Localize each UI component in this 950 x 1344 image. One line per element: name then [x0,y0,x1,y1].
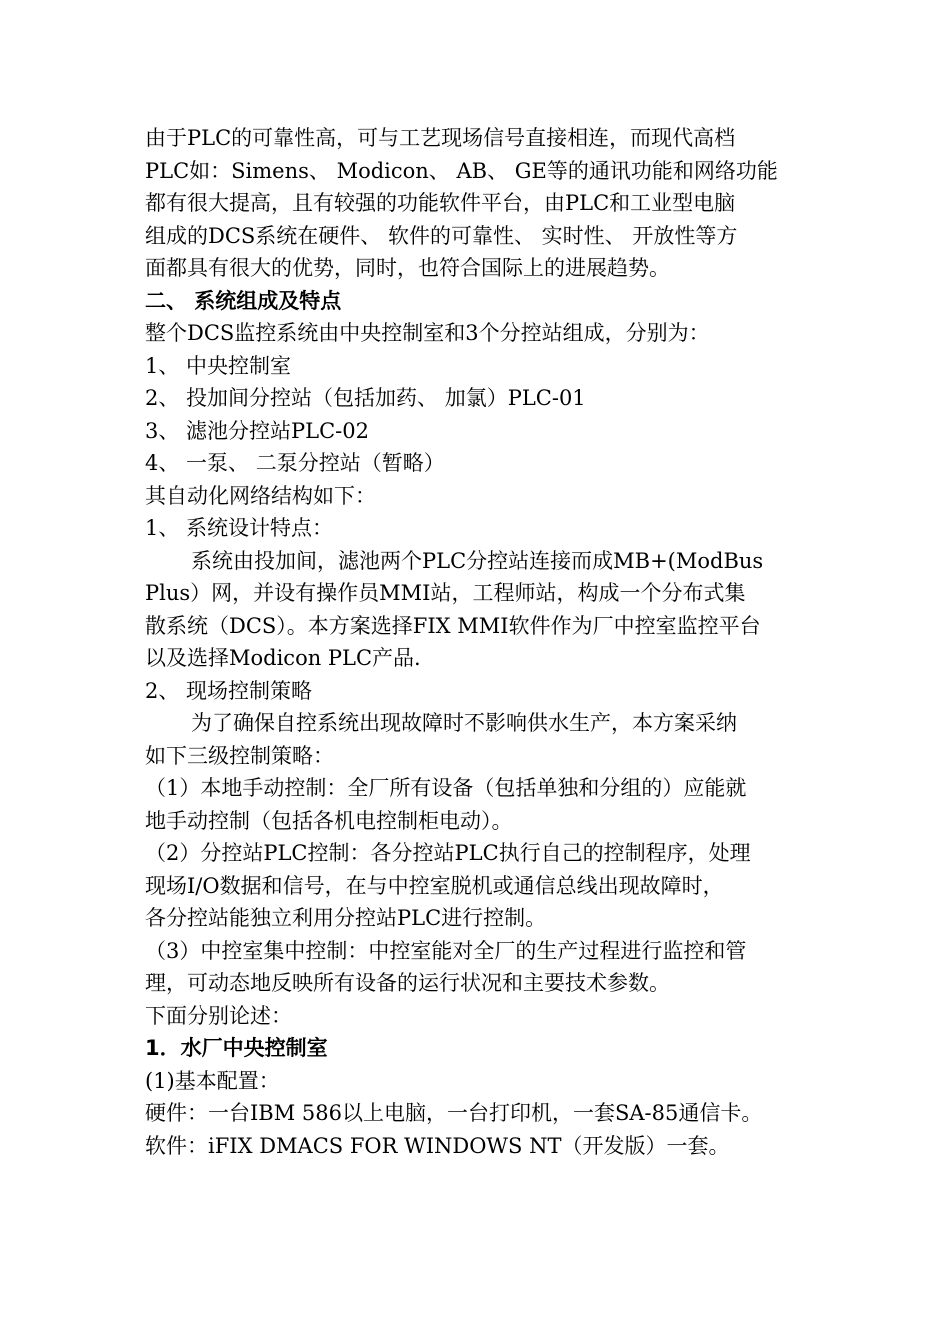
control-strategy-heading: 2、 现场控制策略 [145,678,313,703]
strategy-substation-plc-line: 各分控站能独立利用分控站PLC进行控制。 [145,906,547,930]
strategy-central-control-line: 理，可动态地反映所有设备的运行状况和主要技术参数。 [145,971,670,995]
discussion-intro-text: 下面分别论述： [145,1003,292,1028]
strategy-substation-plc-line: （2）分控站PLC控制：各分控站PLC执行自己的控制程序，处理 [145,841,751,865]
design-body-line: 以及选择Modicon PLC产品. [145,646,421,670]
control-room-heading: 1．水厂中央控制室 [145,1036,328,1060]
design-features-heading: 1、 系统设计特点： [145,516,334,540]
design-body-line: 散系统（DCS）。本方案选择FIX MMI软件作为厂中控室监控平台 [145,613,761,638]
design-body-line: Plus）网，并设有操作员MMI站，工程师站，构成一个分布式集 [145,581,746,605]
strategy-central-control-line: （3）中控室集中控制：中控室能对全厂的生产过程进行监控和管 [145,938,747,963]
strategy-local-manual-line: 地手动控制（包括各机电控制柜电动）。 [145,808,513,833]
strategy-intro-line: 如下三级控制策略： [145,743,334,768]
station-list-item: 1、 中央控制室 [145,353,292,378]
design-body-line: 系统由投加间，滤池两个PLC分控站连接而成MB+(ModBus [191,548,764,573]
intro-paragraph-line: PLC如：Simens、 Modicon、 AB、 GE等的通讯功能和网络功能 [145,158,778,183]
intro-paragraph-line: 面都具有很大的优势，同时，也符合国际上的进展趋势。 [145,256,670,280]
network-intro-text: 其自动化网络结构如下： [145,483,376,508]
intro-paragraph-line: 都有很大提高，且有较强的功能软件平台，由PLC和工业型电脑 [145,191,736,215]
section-heading-system-composition: 二、 系统组成及特点 [145,288,342,313]
station-list-item: 3、 滤池分控站PLC-02 [145,418,369,443]
station-list-item: 2、 投加间分控站（包括加药、 加氯）PLC-01 [145,386,586,410]
section-intro-text: 整个DCS监控系统由中央控制室和3个分控站组成，分别为： [145,321,710,345]
strategy-local-manual-line: （1）本地手动控制：全厂所有设备（包括单独和分组的）应能就 [145,776,747,800]
strategy-substation-plc-line: 现场I/O数据和信号，在与中控室脱机或通信总线出现故障时， [145,873,724,898]
hardware-line: 硬件：一台IBM 586以上电脑，一台打印机，一套SA-85通信卡。 [145,1101,763,1125]
strategy-intro-line: 为了确保自控系统出现故障时不影响供水生产，本方案采纳 [191,711,737,735]
document-page [145,122,810,1162]
software-line: 软件：iFIX DMACS FOR WINDOWS NT（开发版）一套。 [145,1133,730,1158]
basic-config-heading: (1)基本配置： [145,1068,280,1093]
intro-paragraph-line: 由于PLC的可靠性高，可与工艺现场信号直接相连，而现代高档 [145,126,736,150]
station-list-item: 4、 一泵、 二泵分控站（暂略） [145,451,445,475]
intro-paragraph-line: 组成的DCS系统在硬件、 软件的可靠性、 实时性、 开放性等方 [145,223,738,248]
